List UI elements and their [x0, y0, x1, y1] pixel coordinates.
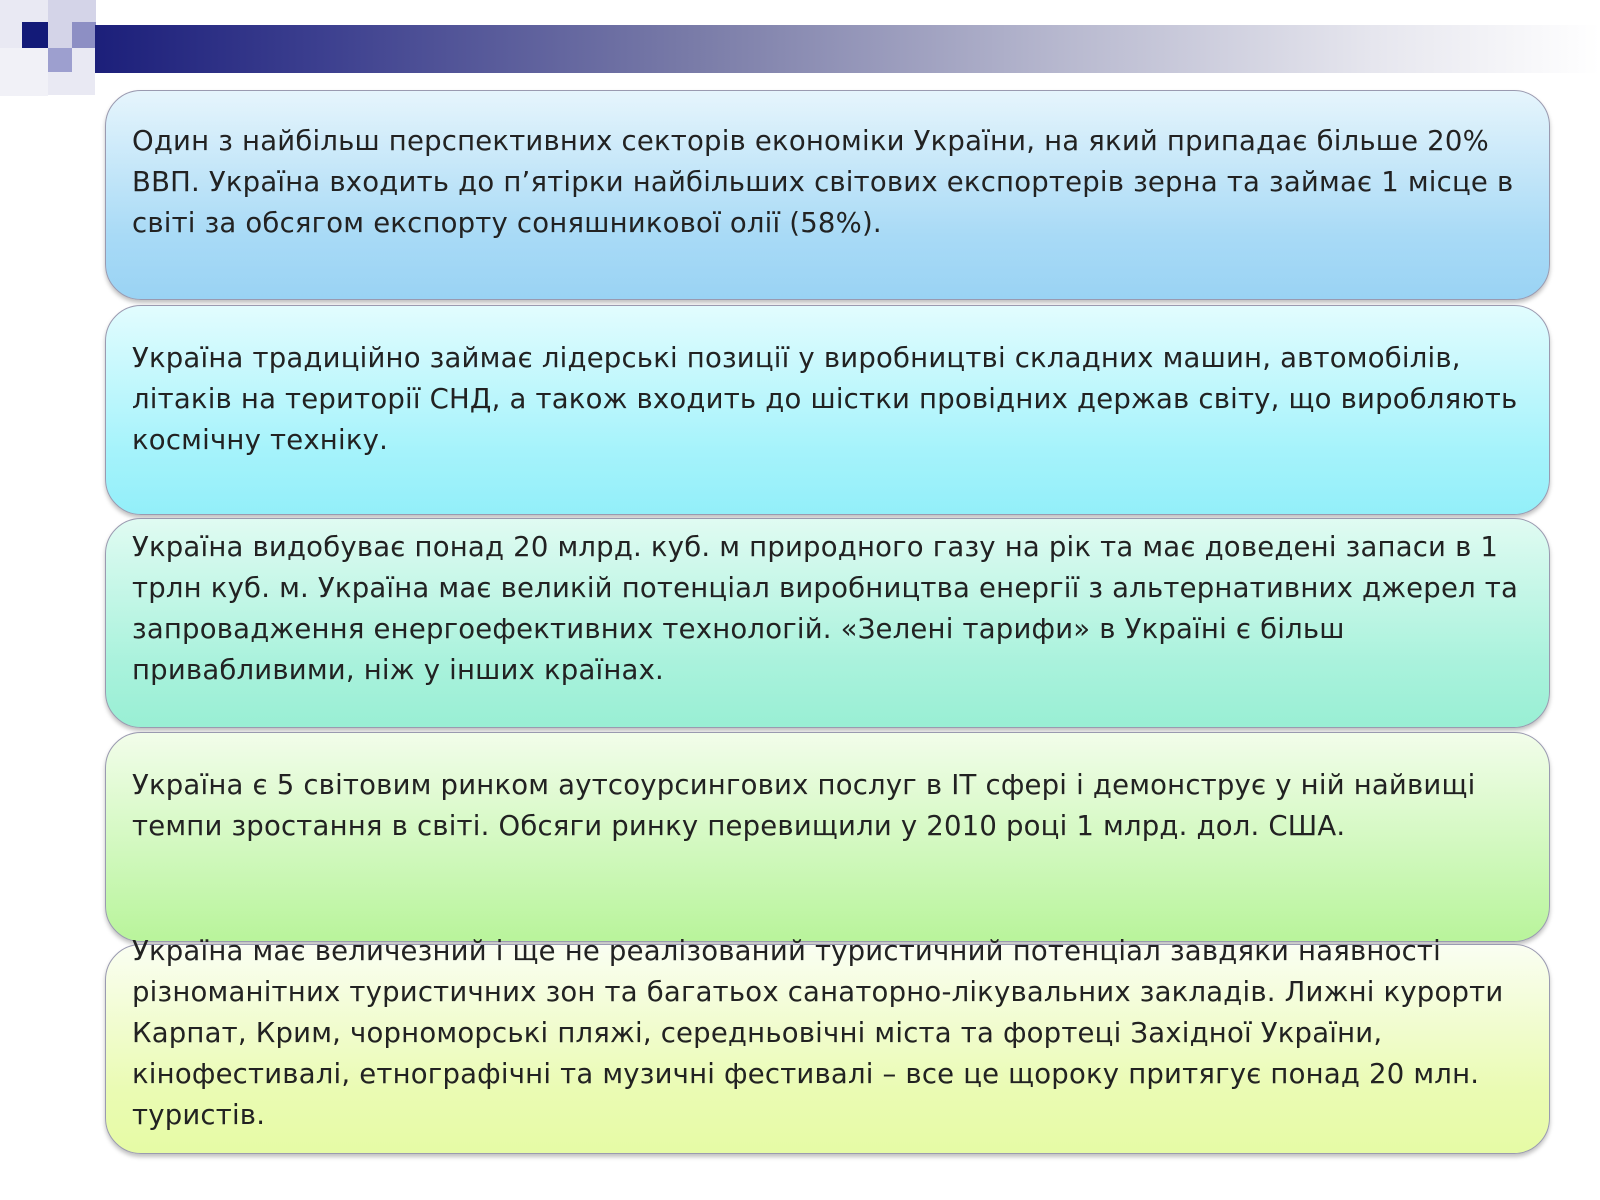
- decor-square: [72, 22, 96, 48]
- decor-square-dark: [22, 22, 48, 48]
- text-box-paragraph: Україна традиційно займає лідерські позиції у виробництві складних машин, автомобілів, літаків на території СНД, а також входить до шістки провідних держав світу, що виробляють космічну техніку.: [132, 342, 1518, 456]
- decor-square: [0, 48, 48, 96]
- text-box-energy: [105, 518, 1550, 728]
- text-box-agriculture: [105, 90, 1550, 300]
- decor-square: [48, 48, 72, 72]
- text-box-paragraph: Україна має величезний і ще не реалізований туристичний потенціал завдяки наявності різноманітних туристичних зон та багатьох санаторно-лікувальних закладів. Лижні курорти Карпат, Крим, чорноморські пляжі, середньовічні міста та фортеці Західної України, кінофестивалі, етнографічні та музичні фестивалі – все це щороку притягує понад 20 млн. туристів.: [132, 935, 1504, 1131]
- text-box-machinery: [105, 305, 1550, 515]
- text-box-paragraph: Україна є 5 світовим ринком аутсоурсингових послуг в ІТ сфері і демонструє у ній найвищі темпи зростання в світі. Обсяги ринку перевищили у 2010 році 1 млрд. дол. США.: [132, 769, 1476, 842]
- text-box-tourism: [105, 935, 1550, 1154]
- title-gradient-bar: [95, 25, 1600, 73]
- text-box-paragraph: Україна видобуває понад 20 млрд. куб. м природного газу на рік та має доведені запаси в 1 трлн куб. м. Україна має великій потенціал виробництва енергії з альтернативних джерел та запровадження енергоефективних технологій. «Зелені тарифи» в Україні є більш привабливими, ніж у інших країнах.: [132, 531, 1519, 686]
- text-box-it: [105, 732, 1550, 942]
- text-box-paragraph: Один з найбільш перспективних секторів економіки України, на який припадає більше 20% ВВП. Україна входить до п’ятірки найбільших світових експортерів зерна та займає 1 місце в світі за обсягом експорту соняшникової олії (58%).: [132, 125, 1514, 239]
